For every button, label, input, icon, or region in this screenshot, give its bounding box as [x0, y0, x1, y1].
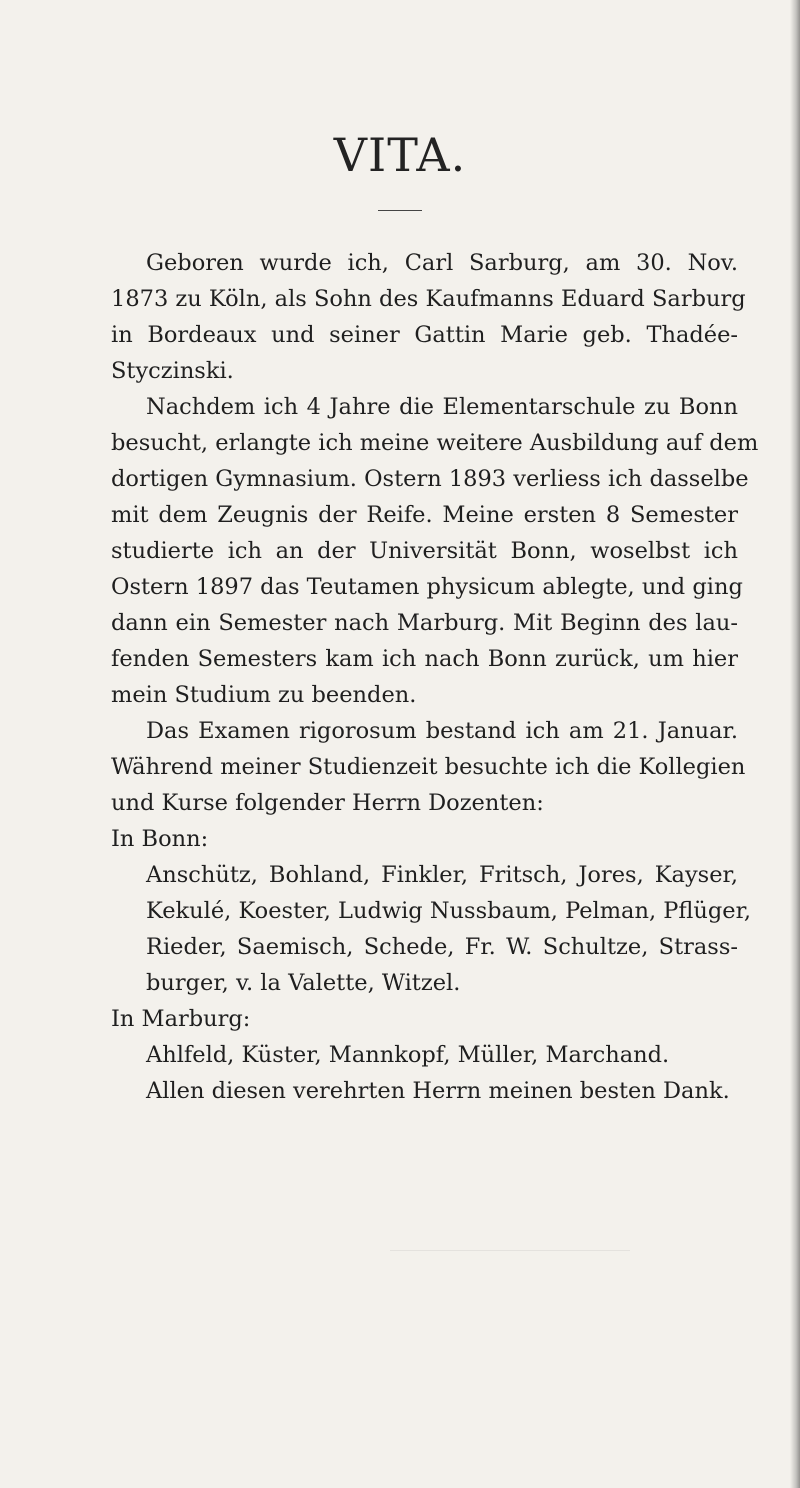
- title-divider: [378, 210, 422, 211]
- text-line: Ostern 1897 das Teutamen physicum ablegte, und ging: [111, 574, 743, 600]
- text-line: Das Examen rigorosum bestand ich am 21. Januar.: [146, 718, 738, 744]
- text-line: studierte ich an der Universität Bonn, woselbst ich: [111, 538, 738, 564]
- text-line: 1873 zu Köln, als Sohn des Kaufmanns Eduard Sarburg: [111, 286, 746, 312]
- text-line: Anschütz, Bohland, Finkler, Fritsch, Jores, Kayser,: [146, 862, 738, 888]
- text-line: mit dem Zeugnis der Reife. Meine ersten 8 Semester: [111, 502, 738, 528]
- text-line: dann ein Semester nach Marburg. Mit Beginn des lau-: [111, 610, 738, 636]
- text-line: Kekulé, Koester, Ludwig Nussbaum, Pelman, Pflüger,: [146, 898, 752, 924]
- text-line: und Kurse folgender Herrn Dozenten:: [111, 790, 544, 816]
- text-line: mein Studium zu beenden.: [111, 682, 417, 708]
- text-line: fenden Semesters kam ich nach Bonn zurück, um hier: [111, 646, 738, 672]
- text-line: Während meiner Studienzeit besuchte ich die Kollegien: [111, 754, 746, 780]
- paper-smudge: [390, 1250, 630, 1251]
- text-line: Ahlfeld, Küster, Mannkopf, Müller, Marchand.: [146, 1042, 670, 1068]
- text-line: in Bordeaux und seiner Gattin Marie geb. Thadée-: [111, 322, 738, 348]
- page-edge-shadow: [790, 0, 800, 1488]
- text-line: Nachdem ich 4 Jahre die Elementarschule zu Bonn: [146, 394, 738, 420]
- text-line: dortigen Gymnasium. Ostern 1893 verliess ich dasselbe: [111, 466, 749, 492]
- text-line: besucht, erlangte ich meine weitere Ausbildung auf dem: [111, 430, 759, 456]
- text-line: Geboren wurde ich, Carl Sarburg, am 30. Nov.: [146, 250, 738, 276]
- page-title: VITA.: [333, 128, 467, 182]
- text-line: burger, v. la Valette, Witzel.: [146, 970, 461, 996]
- closing-line: Allen diesen verehrten Herrn meinen besten Dank.: [146, 1078, 730, 1104]
- section-heading-bonn: In Bonn:: [111, 826, 209, 852]
- text-line: Rieder, Saemisch, Schede, Fr. W. Schultze, Strass-: [146, 934, 738, 960]
- text-line: Styczinski.: [111, 358, 234, 384]
- section-heading-marburg: In Marburg:: [111, 1006, 251, 1032]
